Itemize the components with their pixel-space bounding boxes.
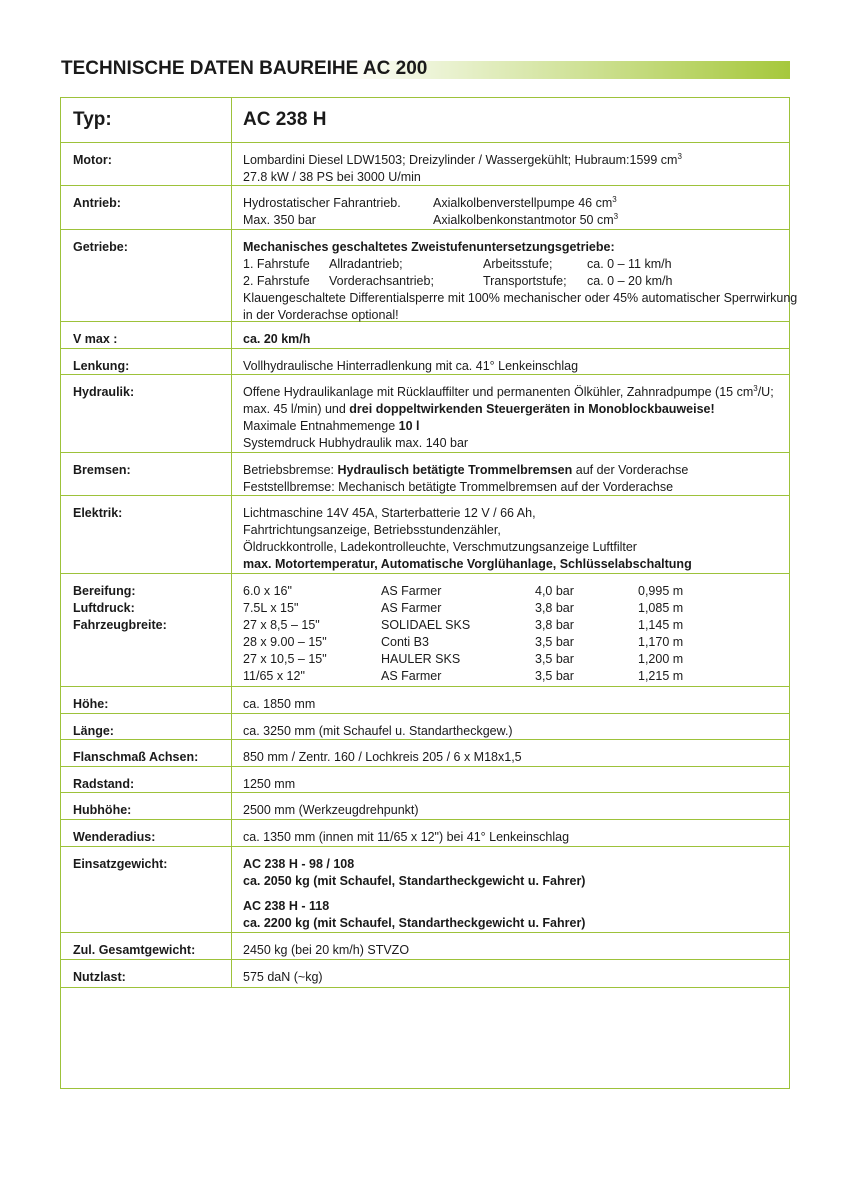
value-radstand: 1250 mm (243, 777, 296, 791)
label-flansch: Flanschmaß Achsen: (61, 740, 232, 766)
row-flansch (61, 740, 789, 767)
value-motor (243, 143, 783, 186)
antrieb-r1a: Hydrostatischer Fahrantrieb. (243, 196, 401, 210)
label-antrieb: Antrieb: (61, 186, 232, 229)
label-gesamtgewicht: Zul. Gesamtgewicht: (61, 933, 232, 959)
getriebe-note-2: in der Vorderachse optional! (243, 308, 399, 322)
value-antrieb (243, 186, 783, 229)
page-header (61, 58, 790, 80)
getriebe-row: 1. Fahrstufe Allradantrieb; Arbeitsstufe; ca. 0 – 11 km/h (243, 257, 672, 271)
row-einsatzgewicht (61, 847, 789, 933)
tire-row: 6.0 x 16" AS Farmer 4,0 bar 0,995 m (243, 584, 684, 598)
antrieb-r2b: Axialkolbenkonstantmotor 50 $cm^3$ (433, 212, 619, 227)
row-bremsen (61, 453, 789, 496)
value-lenkung: Vollhydraulische Hinterradlenkung mit ca. 41° Lenkeinschlag (243, 359, 579, 373)
label-radstand: Radstand: (61, 767, 232, 792)
motor-line-1: Lombardini Diesel LDW1503; Dreizylinder / Wassergekühlt; Hubraum:1599 cm (243, 153, 678, 167)
tire-row: 27 x 10,5 – 15" HAULER SKS 3,5 bar 1,200 m (243, 652, 684, 666)
value-gesamtgewicht: 2450 kg (bei 20 km/h) STVZO (243, 943, 410, 957)
label-hydraulik: Hydraulik: (61, 375, 232, 452)
value-hydraulik: Offene Hydraulikanlage mit Rücklauffilter und permanenten Ölkühler, Zahnradpumpe (15 $cm^3/U$; max. 45 l/min) und drei doppeltwirkenden Steuergeräten in Monoblockbauweise! Maximale Entnahmemenge 10 l Systemdruck Hubhydraulik max. 140 bar (243, 384, 774, 450)
label-getriebe: Getriebe: (61, 230, 232, 321)
value-einsatzgewicht: AC 238 H - 98 / 108 ca. 2050 kg (mit Schaufel, Standartheckgewicht u. Fahrer) AC 238 H - 118 ca. 2200 kg (mit Schaufel, Standartheckgewicht u. Fahrer) (243, 857, 586, 930)
motor-line-2: 27.8 kW / 38 PS bei 3000 U/min (243, 170, 421, 184)
page-title: TECHNISCHE DATEN BAUREIHE AC 200 (61, 58, 428, 79)
row-getriebe (61, 230, 798, 322)
row-antrieb (61, 186, 789, 230)
value-bereifung (243, 574, 783, 685)
value-bremsen: Betriebsbremse: Hydraulisch betätigte Trommelbremsen auf der Vorderachse Feststellbremse: Mechanisch betätigte Trommelbremsen auf der Vorderachse (243, 463, 689, 494)
antrieb-r2a: Max. 350 bar (243, 213, 316, 227)
value-laenge: ca. 3250 mm (mit Schaufel u. Standartheckgew.) (243, 724, 513, 738)
label-nutzlast: Nutzlast: (61, 960, 232, 987)
row-laenge (61, 714, 789, 740)
row-hoehe (61, 687, 789, 714)
row-motor (61, 143, 789, 186)
row-elektrik (61, 496, 789, 574)
value-flansch: 850 mm / Zentr. 160 / Lochkreis 205 / 6 x M18x1,5 (243, 750, 522, 764)
antrieb-r1b: Axialkolbenverstellpumpe 46 $cm^3$ (433, 195, 617, 210)
row-vmax (61, 322, 789, 349)
label-bremsen: Bremsen: (61, 453, 232, 495)
tire-row: 7.5L x 15" AS Farmer 3,8 bar 1,085 m (243, 601, 684, 615)
row-radstand (61, 767, 789, 793)
value-nutzlast: 575 daN (~kg) (243, 970, 323, 984)
value-elektrik: Lichtmaschine 14V 45A, Starterbatterie 12 V / 66 Ah, Fahrtrichtungsanzeige, Betriebsstundenzähler, Öldruckkontrolle, Ladekontrolleuchte, Verschmutzungsanzeige Luftfilter max. Motortemperatur, Automatische Vorglühanlage, Schlüsselabschaltung (243, 506, 692, 571)
label-hubhoehe: Hubhöhe: (61, 793, 232, 819)
value-vmax: ca. 20 km/h (243, 332, 311, 346)
spec-table (60, 97, 798, 1089)
label-elektrik: Elektrik: (61, 496, 232, 573)
label-typ: Typ: (61, 98, 232, 142)
row-typ (61, 98, 789, 143)
row-hydraulik (61, 375, 789, 453)
label-vmax: V max : (61, 322, 232, 348)
value-hoehe: ca. 1850 mm (243, 697, 316, 711)
label-hoehe: Höhe: (61, 687, 232, 713)
value-wenderadius: ca. 1350 mm (innen mit 11/65 x 12") bei 41° Lenkeinschlag (243, 830, 570, 844)
getriebe-heading: Mechanisches geschaltetes Zweistufenuntersetzungsgetriebe: (243, 240, 615, 254)
tire-row: 11/65 x 12" AS Farmer 3,5 bar 1,215 m (243, 669, 684, 683)
label-bereifung: Bereifung: Luftdruck: Fahrzeugbreite: (61, 574, 232, 686)
label-laenge: Länge: (61, 714, 232, 739)
row-hubhoehe (61, 793, 789, 820)
value-hubhoehe: 2500 mm (Werkzeugdrehpunkt) (243, 803, 419, 817)
tire-row: 27 x 8,5 – 15" SOLIDAEL SKS 3,8 bar 1,145 m (243, 618, 684, 632)
label-motor: Motor: (61, 143, 232, 185)
label-wenderadius: Wenderadius: (61, 820, 232, 846)
row-wenderadius (61, 820, 789, 847)
getriebe-note-1: Klauengeschaltete Differentialsperre mit 100% mechanischer oder 45% automatischer Sperrwirkung (243, 291, 798, 305)
row-gesamtgewicht (61, 933, 789, 960)
tire-row: 28 x 9.00 – 15" Conti B3 3,5 bar 1,170 m (243, 635, 684, 649)
value-getriebe (243, 230, 798, 324)
row-nutzlast (61, 960, 789, 988)
row-bereifung (61, 574, 789, 687)
motor-sup: 3 (677, 152, 682, 161)
label-lenkung: Lenkung: (61, 349, 232, 374)
getriebe-row: 2. Fahrstufe Vorderachsantrieb; Transportstufe; ca. 0 – 20 km/h (243, 274, 673, 288)
row-lenkung (61, 349, 789, 375)
label-einsatzgewicht: Einsatzgewicht: (61, 847, 232, 932)
value-typ: AC 238 H (243, 109, 327, 130)
